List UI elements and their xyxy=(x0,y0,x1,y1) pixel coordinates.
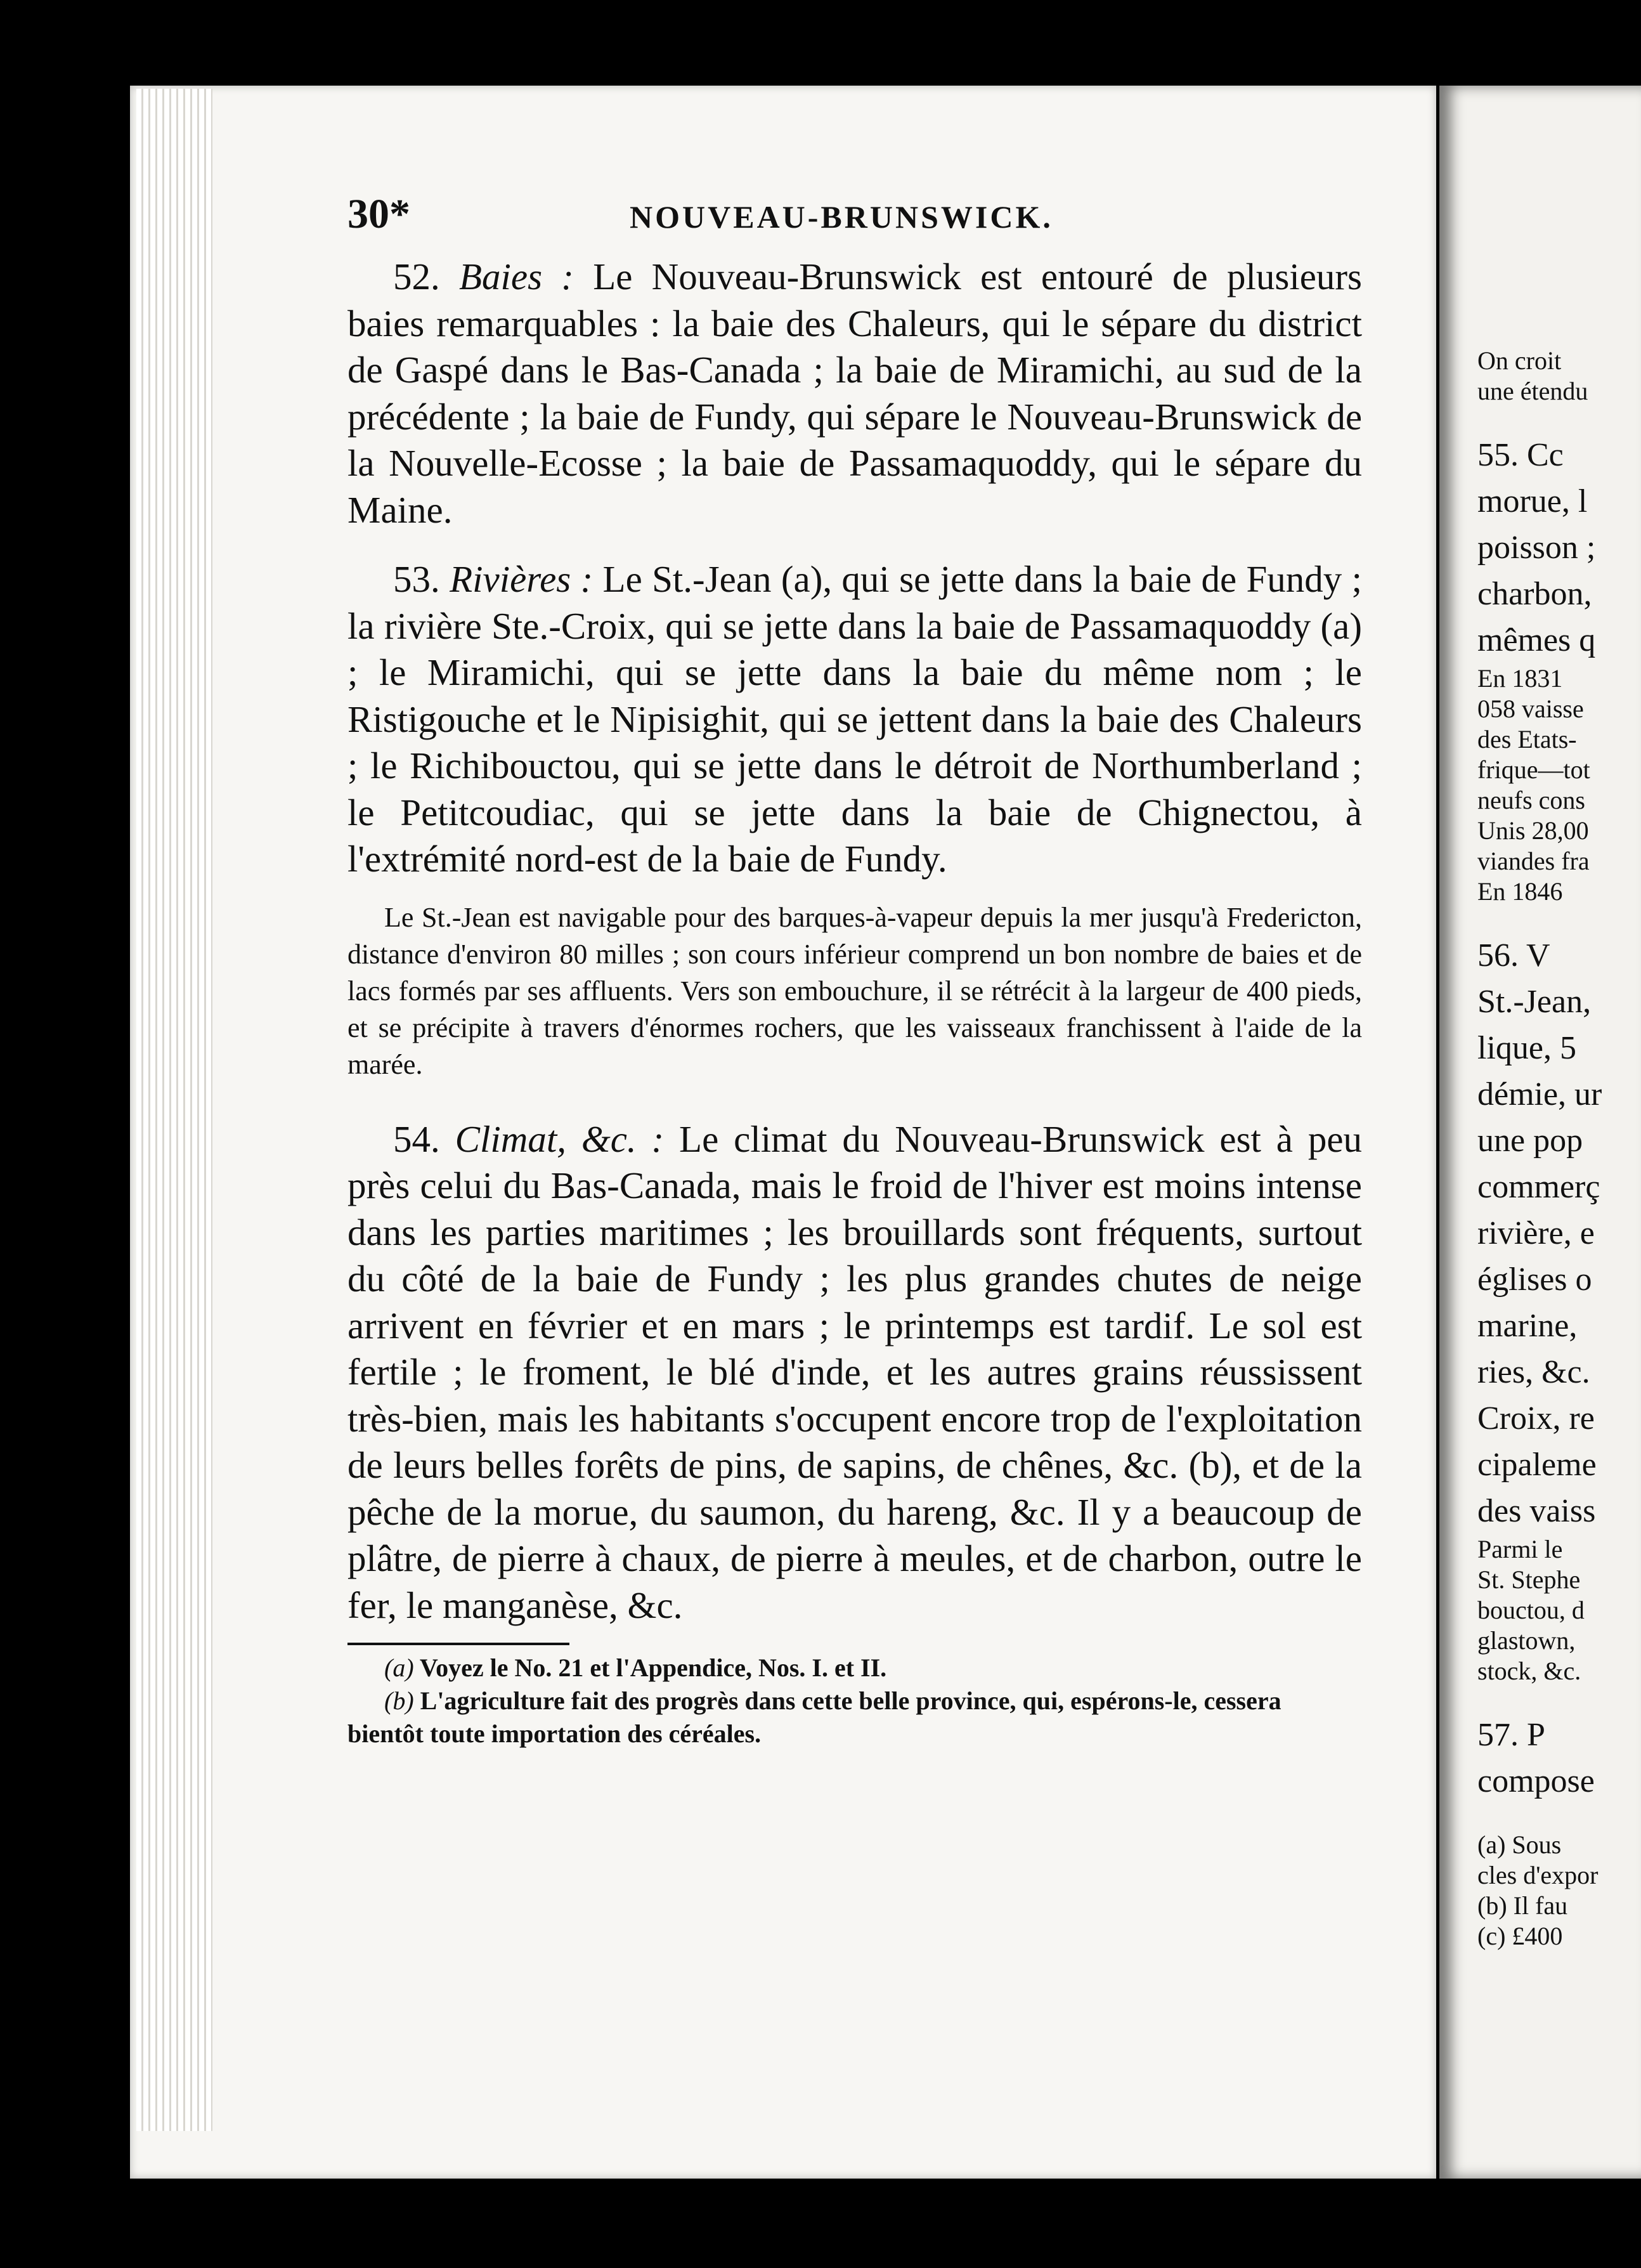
note-text: Le St.-Jean est navigable pour des barques-à-vapeur depuis la mer jusqu'à Fredericton, distance d'environ 80 milles ; son cours inférieur comprend un bon nombre de baies et de lacs formés par ses affluents. Vers son embouchure, il se rétrécit à la largeur de 400 pieds, et se précipite à travers d'énormes rochers, que les vaisseaux franchissent à l'aide de la marée. xyxy=(347,901,1362,1080)
footnote-rule xyxy=(347,1643,569,1645)
paragraph-52 xyxy=(347,254,1362,533)
fragment: Parmi le xyxy=(1477,1535,1563,1563)
paragraph-number: 53. xyxy=(393,558,440,600)
paragraph-text: Le St.-Jean (a), qui se jette dans la baie de Fundy ; la rivière Ste.-Croix, qui se jette dans la baie de Passamaquoddy (a) ; le Miramichi, qui se jette dans la baie du même nom ; le Ristigouche et le Nipisighit, qui se jettent dans la baie des Chaleurs ; le Richibouctou, qui se jette dans le détroit de Northumberland ; le Petitcoudiac, qui se jette dans la baie de Chignectou, à l'extrémité nord-est de la baie de Fundy. xyxy=(347,558,1363,880)
fragment: (c) £400 xyxy=(1477,1922,1563,1950)
fragment: Croix, re xyxy=(1477,1400,1595,1437)
page-header xyxy=(347,190,1362,254)
fragment: cipaleme xyxy=(1477,1447,1597,1483)
fragment: On croit xyxy=(1477,346,1562,375)
fragment: compose xyxy=(1477,1763,1595,1799)
paragraph-title: Climat, &c. : xyxy=(455,1118,665,1160)
fragment: lique, 5 xyxy=(1477,1030,1576,1066)
footnote-mark: (a) xyxy=(384,1653,414,1682)
paragraph-number: 54. xyxy=(393,1118,440,1160)
fragment: poisson ; xyxy=(1477,530,1596,566)
fragment: 058 vaisse xyxy=(1477,694,1584,723)
page-edges xyxy=(136,89,212,2131)
fragment: En 1846 xyxy=(1477,877,1563,906)
paragraph-53 xyxy=(347,556,1362,883)
footnote-a xyxy=(347,1652,1362,1685)
fragment: frique—tot xyxy=(1477,755,1590,784)
fragment: églises o xyxy=(1477,1261,1592,1298)
paragraph-text: Le Nouveau-Brunswick est entouré de plusieurs baies remarquables : la baie des Chaleurs, qui le sépare du district de Gaspé dans le Bas-Canada ; la baie de Miramichi, au sud de la précédente ; la baie de Fundy, qui sépare le Nouveau-Brunswick de la Nouvelle-Ecosse ; la baie de Passamaquoddy, qui le sépare du Maine. xyxy=(347,256,1363,531)
paragraph-54 xyxy=(347,1116,1362,1629)
right-page xyxy=(1439,86,1641,2179)
fragment: St. Stephe xyxy=(1477,1565,1581,1594)
paragraph-title: Rivières : xyxy=(450,558,593,600)
fragment: stock, &c. xyxy=(1477,1657,1581,1685)
fragment: des vaiss xyxy=(1477,1493,1596,1529)
footnote-mark: (b) xyxy=(384,1686,414,1715)
footnote-text: L'agriculture fait des progrès dans cette belle province, qui, espérons-le, cessera bientôt toute importation des céréales. xyxy=(347,1686,1281,1748)
fragment: démie, ur xyxy=(1477,1076,1602,1112)
fragment: cles d'expor xyxy=(1477,1861,1599,1889)
fragment: (b) Il fau xyxy=(1477,1891,1568,1920)
fragment: St.-Jean, xyxy=(1477,984,1592,1020)
fragment: charbon, xyxy=(1477,576,1592,612)
fragment: une étendu xyxy=(1477,377,1588,405)
fragment: une pop xyxy=(1477,1123,1583,1159)
fragment: mêmes q xyxy=(1477,622,1596,658)
fragment: 57. P xyxy=(1477,1717,1545,1753)
right-page-text xyxy=(1477,346,1641,1952)
fragment: Unis 28,00 xyxy=(1477,816,1589,845)
note-st-jean xyxy=(347,899,1362,1083)
fragment: viandes fra xyxy=(1477,847,1590,875)
fragment: rivière, e xyxy=(1477,1215,1595,1251)
paragraph-title: Baies : xyxy=(458,256,574,297)
fragment: commerç xyxy=(1477,1169,1600,1205)
fragment: 56. V xyxy=(1477,937,1550,974)
fragment: 55. Cc xyxy=(1477,437,1564,473)
fragment: morue, l xyxy=(1477,483,1588,519)
fragment: neufs cons xyxy=(1477,786,1585,814)
footnote-text: Voyez le No. 21 et l'Appendice, Nos. I. et II. xyxy=(419,1653,887,1682)
paragraph-text: Le climat du Nouveau-Brunswick est à peu près celui du Bas-Canada, mais le froid de l'hiver est moins intense dans les parties maritimes ; les brouillards sont fréquents, surtout du côté de la baie de Fundy ; les plus grandes chutes de neige arrivent en février et en mars ; le printemps est tardif. Le sol est fertile ; le froment, le blé d'inde, et les autres grains réussissent très-bien, mais les habitants s'occupent encore trop de l'exploitation de leurs belles forêts de pins, de sapins, de chênes, &c. (b), et de la pêche de la morue, du saumon, du hareng, &c. Il y a beaucoup de plâtre, de pierre à chaux, de pierre à meules, et de charbon, outre le fer, le manganèse, &c. xyxy=(347,1118,1363,1626)
fragment: ries, &c. xyxy=(1477,1354,1590,1390)
fragment: (a) Sous xyxy=(1477,1830,1562,1859)
page-number: 30* xyxy=(347,191,410,237)
fragment: bouctou, d xyxy=(1477,1596,1585,1624)
footnote-b xyxy=(347,1685,1362,1750)
fragment: des Etats- xyxy=(1477,725,1577,753)
fragment: glastown, xyxy=(1477,1626,1576,1655)
fragment: marine, xyxy=(1477,1308,1578,1344)
fragment: En 1831 xyxy=(1477,664,1563,693)
page-content xyxy=(347,190,1362,1750)
running-title: NOUVEAU-BRUNSWICK. xyxy=(630,199,1053,235)
paragraph-number: 52. xyxy=(393,256,440,297)
